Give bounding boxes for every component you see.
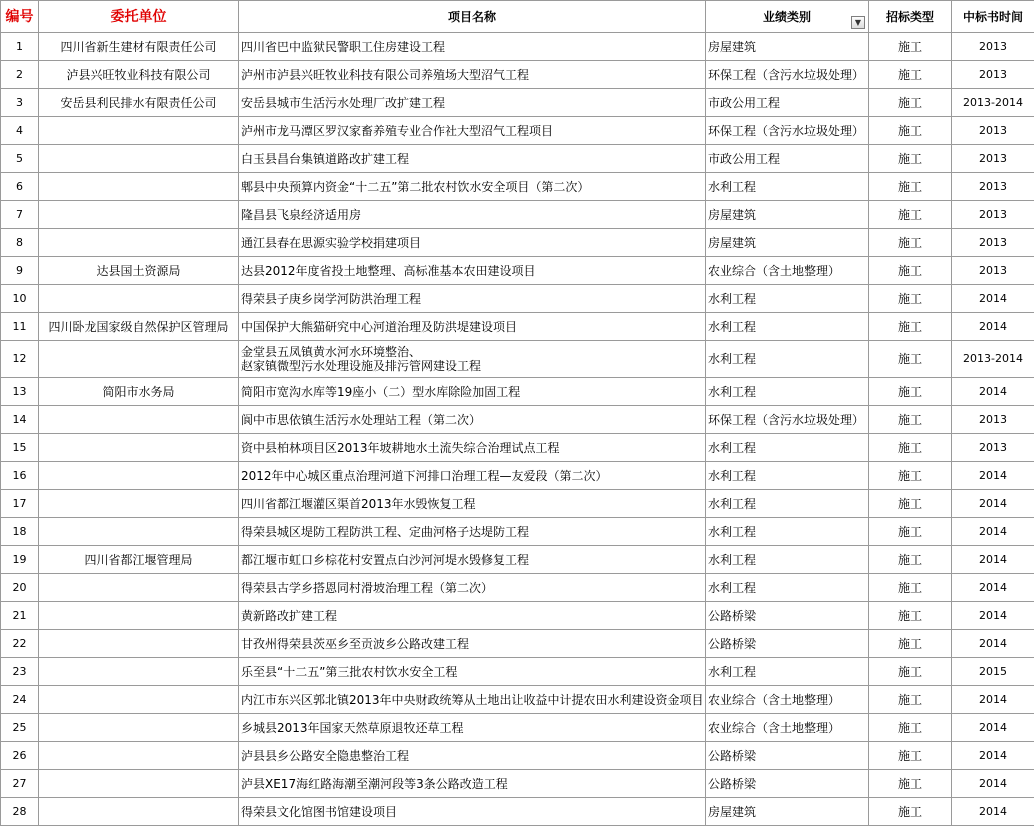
cell-no[interactable]: 15 — [1, 434, 39, 462]
cell-category[interactable]: 农业综合（含土地整理） — [706, 257, 869, 285]
cell-bid-type[interactable]: 施工 — [869, 434, 952, 462]
cell-project[interactable] — [239, 341, 706, 378]
cell-project[interactable]: 四川省都江堰灌区渠首2013年水毁恢复工程 — [239, 490, 706, 518]
cell-bid-type[interactable]: 施工 — [869, 658, 952, 686]
cell-no[interactable]: 10 — [1, 285, 39, 313]
cell-category[interactable]: 水利工程 — [706, 313, 869, 341]
cell-no[interactable]: 14 — [1, 406, 39, 434]
cell-no[interactable]: 9 — [1, 257, 39, 285]
cell-award-year[interactable]: 2014 — [952, 378, 1034, 406]
cell-no[interactable]: 21 — [1, 602, 39, 630]
cell-client[interactable] — [39, 630, 239, 658]
cell-project[interactable]: 泸州市龙马潭区罗汉家畜养殖专业合作社大型沼气工程项目 — [239, 117, 706, 145]
header-client[interactable]: 委托单位 — [39, 1, 239, 33]
cell-bid-type[interactable]: 施工 — [869, 630, 952, 658]
cell-award-year[interactable]: 2013 — [952, 229, 1034, 257]
table-row — [1, 518, 1034, 546]
header-category[interactable] — [706, 1, 869, 33]
cell-no[interactable]: 12 — [1, 341, 39, 378]
cell-category[interactable]: 水利工程 — [706, 285, 869, 313]
cell-client[interactable]: 简阳市水务局 — [39, 378, 239, 406]
cell-project[interactable]: 安岳县城市生活污水处理厂改扩建工程 — [239, 89, 706, 117]
cell-project[interactable]: 都江堰市虹口乡棕花村安置点白沙河河堤水毁修复工程 — [239, 546, 706, 574]
table-row — [1, 33, 1034, 61]
cell-project[interactable]: 黄新路改扩建工程 — [239, 602, 706, 630]
cell-bid-type[interactable]: 施工 — [869, 145, 952, 173]
cell-project[interactable]: 2012年中心城区重点治理河道下河排口治理工程—友爱段（第二次） — [239, 462, 706, 490]
cell-no[interactable]: 22 — [1, 630, 39, 658]
cell-client[interactable] — [39, 462, 239, 490]
cell-project[interactable]: 郫县中央预算内资金“十二五”第二批农村饮水安全项目（第二次） — [239, 173, 706, 201]
cell-client[interactable] — [39, 602, 239, 630]
cell-no[interactable]: 26 — [1, 742, 39, 770]
cell-category[interactable]: 水利工程 — [706, 378, 869, 406]
cell-category[interactable]: 水利工程 — [706, 462, 869, 490]
table-row — [1, 145, 1034, 173]
table-row — [1, 574, 1034, 602]
cell-client[interactable] — [39, 341, 239, 378]
header-category-label: 业绩类别 — [762, 9, 811, 24]
table-row — [1, 89, 1034, 117]
header-no[interactable]: 编号 — [1, 1, 39, 33]
cell-category[interactable]: 房屋建筑 — [706, 201, 869, 229]
cell-category[interactable]: 水利工程 — [706, 341, 869, 378]
cell-client[interactable] — [39, 490, 239, 518]
cell-client[interactable] — [39, 229, 239, 257]
cell-client[interactable] — [39, 574, 239, 602]
cell-award-year[interactable]: 2014 — [952, 798, 1034, 826]
cell-bid-type[interactable]: 施工 — [869, 285, 952, 313]
header-project[interactable]: 项目名称 — [239, 1, 706, 33]
cell-no[interactable]: 5 — [1, 145, 39, 173]
cell-category[interactable]: 环保工程（含污水垃圾处理） — [706, 406, 869, 434]
cell-award-year[interactable]: 2013-2014 — [952, 89, 1034, 117]
cell-bid-type[interactable]: 施工 — [869, 742, 952, 770]
cell-bid-type[interactable]: 施工 — [869, 574, 952, 602]
cell-award-year[interactable]: 2014 — [952, 490, 1034, 518]
table-row — [1, 742, 1034, 770]
cell-no[interactable]: 2 — [1, 61, 39, 89]
cell-bid-type[interactable]: 施工 — [869, 546, 952, 574]
cell-bid-type[interactable]: 施工 — [869, 173, 952, 201]
cell-category[interactable]: 水利工程 — [706, 490, 869, 518]
cell-category[interactable]: 公路桥梁 — [706, 602, 869, 630]
cell-project[interactable]: 内江市东兴区郭北镇2013年中央财政统筹从土地出让收益中计提农田水利建设资金项目 — [239, 686, 706, 714]
cell-client[interactable] — [39, 686, 239, 714]
cell-client[interactable] — [39, 117, 239, 145]
cell-no[interactable]: 6 — [1, 173, 39, 201]
cell-project[interactable]: 乐至县“十二五”第三批农村饮水安全工程 — [239, 658, 706, 686]
table-row — [1, 434, 1034, 462]
table-row — [1, 285, 1034, 313]
cell-project[interactable]: 乡城县2013年国家天然草原退牧还草工程 — [239, 714, 706, 742]
cell-bid-type[interactable]: 施工 — [869, 89, 952, 117]
cell-project[interactable]: 白玉县昌台集镇道路改扩建工程 — [239, 145, 706, 173]
cell-project-line: 赵家镇微型污水处理设施及排污管网建设工程 — [241, 359, 482, 373]
cell-award-year[interactable]: 2013 — [952, 201, 1034, 229]
cell-category[interactable]: 农业综合（含土地整理） — [706, 714, 869, 742]
cell-bid-type[interactable]: 施工 — [869, 117, 952, 145]
cell-award-year[interactable]: 2014 — [952, 574, 1034, 602]
cell-award-year[interactable]: 2013 — [952, 434, 1034, 462]
cell-bid-type[interactable]: 施工 — [869, 61, 952, 89]
cell-category[interactable]: 水利工程 — [706, 574, 869, 602]
cell-no[interactable]: 19 — [1, 546, 39, 574]
cell-bid-type[interactable]: 施工 — [869, 490, 952, 518]
cell-bid-type[interactable]: 施工 — [869, 686, 952, 714]
cell-category[interactable]: 公路桥梁 — [706, 630, 869, 658]
cell-project[interactable]: 中国保护大熊猫研究中心河道治理及防洪堤建设项目 — [239, 313, 706, 341]
cell-bid-type[interactable]: 施工 — [869, 462, 952, 490]
cell-category[interactable]: 公路桥梁 — [706, 770, 869, 798]
cell-bid-type[interactable]: 施工 — [869, 201, 952, 229]
cell-bid-type[interactable]: 施工 — [869, 341, 952, 378]
cell-category[interactable]: 环保工程（含污水垃圾处理） — [706, 117, 869, 145]
cell-no[interactable]: 3 — [1, 89, 39, 117]
cell-project[interactable]: 四川省巴中监狱民警职工住房建设工程 — [239, 33, 706, 61]
header-bid-type[interactable]: 招标类型 — [869, 1, 952, 33]
table-row — [1, 117, 1034, 145]
cell-bid-type[interactable]: 施工 — [869, 714, 952, 742]
cell-client[interactable] — [39, 518, 239, 546]
header-row — [1, 1, 1034, 33]
cell-no[interactable]: 8 — [1, 229, 39, 257]
cell-client[interactable] — [39, 770, 239, 798]
table-row — [1, 602, 1034, 630]
cell-project[interactable]: 甘孜州得荣县茨巫乡至贡波乡公路改建工程 — [239, 630, 706, 658]
table-row — [1, 378, 1034, 406]
cell-client[interactable]: 泸县兴旺牧业科技有限公司 — [39, 61, 239, 89]
cell-bid-type[interactable]: 施工 — [869, 33, 952, 61]
cell-project-line: 金堂县五凤镇黄水河水环境整治、 — [241, 345, 422, 359]
cell-client[interactable] — [39, 173, 239, 201]
cell-award-year[interactable]: 2014 — [952, 546, 1034, 574]
table-row — [1, 686, 1034, 714]
table-row — [1, 798, 1034, 826]
cell-award-year[interactable]: 2014 — [952, 285, 1034, 313]
cell-bid-type[interactable]: 施工 — [869, 770, 952, 798]
cell-client[interactable] — [39, 145, 239, 173]
cell-no[interactable]: 4 — [1, 117, 39, 145]
cell-no[interactable]: 11 — [1, 313, 39, 341]
cell-award-year[interactable]: 2014 — [952, 770, 1034, 798]
cell-no[interactable]: 13 — [1, 378, 39, 406]
cell-award-year[interactable]: 2014 — [952, 714, 1034, 742]
cell-award-year[interactable]: 2015 — [952, 658, 1034, 686]
cell-project[interactable]: 隆昌县飞泉经济适用房 — [239, 201, 706, 229]
cell-no[interactable]: 27 — [1, 770, 39, 798]
cell-no[interactable]: 24 — [1, 686, 39, 714]
cell-client[interactable] — [39, 714, 239, 742]
cell-award-year[interactable]: 2013-2014 — [952, 341, 1034, 378]
table-row — [1, 61, 1034, 89]
cell-project[interactable]: 泸县县乡公路安全隐患整治工程 — [239, 742, 706, 770]
cell-client[interactable] — [39, 434, 239, 462]
cell-project[interactable]: 阆中市思依镇生活污水处理站工程（第二次） — [239, 406, 706, 434]
cell-bid-type[interactable]: 施工 — [869, 602, 952, 630]
cell-bid-type[interactable]: 施工 — [869, 798, 952, 826]
cell-no[interactable]: 25 — [1, 714, 39, 742]
cell-client[interactable] — [39, 658, 239, 686]
cell-category[interactable]: 环保工程（含污水垃圾处理） — [706, 61, 869, 89]
table-row — [1, 462, 1034, 490]
cell-client[interactable] — [39, 798, 239, 826]
cell-client[interactable]: 四川卧龙国家级自然保护区管理局 — [39, 313, 239, 341]
cell-award-year[interactable]: 2013 — [952, 257, 1034, 285]
cell-no[interactable]: 7 — [1, 201, 39, 229]
cell-client[interactable] — [39, 201, 239, 229]
cell-category[interactable]: 市政公用工程 — [706, 145, 869, 173]
cell-project[interactable]: 泸州市泸县兴旺牧业科技有限公司养殖场大型沼气工程 — [239, 61, 706, 89]
cell-category[interactable]: 公路桥梁 — [706, 742, 869, 770]
cell-no[interactable]: 16 — [1, 462, 39, 490]
cell-award-year[interactable]: 2014 — [952, 602, 1034, 630]
header-award-year[interactable]: 中标书时间 — [952, 1, 1034, 33]
cell-no[interactable]: 1 — [1, 33, 39, 61]
cell-category[interactable]: 水利工程 — [706, 518, 869, 546]
cell-bid-type[interactable]: 施工 — [869, 313, 952, 341]
table-row — [1, 313, 1034, 341]
cell-no[interactable]: 28 — [1, 798, 39, 826]
cell-bid-type[interactable]: 施工 — [869, 518, 952, 546]
cell-no[interactable]: 17 — [1, 490, 39, 518]
table-row — [1, 658, 1034, 686]
cell-project[interactable]: 泸县XE17海红路海潮至潮河段等3条公路改造工程 — [239, 770, 706, 798]
cell-category[interactable]: 房屋建筑 — [706, 798, 869, 826]
cell-client[interactable] — [39, 742, 239, 770]
table-row — [1, 630, 1034, 658]
cell-client[interactable]: 达县国土资源局 — [39, 257, 239, 285]
cell-category[interactable]: 水利工程 — [706, 658, 869, 686]
cell-bid-type[interactable]: 施工 — [869, 229, 952, 257]
cell-category[interactable]: 农业综合（含土地整理） — [706, 686, 869, 714]
cell-client[interactable]: 四川省新生建材有限责任公司 — [39, 33, 239, 61]
cell-award-year[interactable]: 2014 — [952, 686, 1034, 714]
cell-award-year[interactable]: 2013 — [952, 117, 1034, 145]
cell-award-year[interactable]: 2014 — [952, 630, 1034, 658]
cell-project[interactable]: 简阳市宽沟水库等19座小（二）型水库除险加固工程 — [239, 378, 706, 406]
table-row — [1, 201, 1034, 229]
cell-project[interactable]: 达县2012年度省投土地整理、高标准基本农田建设项目 — [239, 257, 706, 285]
table-row — [1, 257, 1034, 285]
cell-client[interactable] — [39, 285, 239, 313]
cell-award-year[interactable]: 2014 — [952, 518, 1034, 546]
cell-category[interactable]: 水利工程 — [706, 173, 869, 201]
cell-client[interactable]: 四川省都江堰管理局 — [39, 546, 239, 574]
cell-category[interactable]: 房屋建筑 — [706, 33, 869, 61]
cell-project[interactable]: 得荣县文化馆图书馆建设项目 — [239, 798, 706, 826]
cell-bid-type[interactable]: 施工 — [869, 257, 952, 285]
cell-award-year[interactable]: 2014 — [952, 313, 1034, 341]
table-row — [1, 546, 1034, 574]
cell-award-year[interactable]: 2013 — [952, 145, 1034, 173]
cell-category[interactable]: 市政公用工程 — [706, 89, 869, 117]
cell-award-year[interactable]: 2013 — [952, 61, 1034, 89]
table-row — [1, 770, 1034, 798]
cell-award-year[interactable]: 2013 — [952, 406, 1034, 434]
cell-no[interactable]: 23 — [1, 658, 39, 686]
table-row — [1, 714, 1034, 742]
cell-category[interactable]: 水利工程 — [706, 546, 869, 574]
cell-project[interactable]: 得荣县城区堤防工程防洪工程、定曲河格子达堤防工程 — [239, 518, 706, 546]
table-row — [1, 229, 1034, 257]
filter-dropdown-icon[interactable]: ▼ — [851, 16, 865, 29]
cell-project[interactable]: 得荣县古学乡搭恩同村滑坡治理工程（第二次） — [239, 574, 706, 602]
cell-category[interactable]: 房屋建筑 — [706, 229, 869, 257]
cell-award-year[interactable]: 2014 — [952, 742, 1034, 770]
cell-project[interactable]: 通江县春在思源实验学校捐建项目 — [239, 229, 706, 257]
table-row — [1, 406, 1034, 434]
table-row — [1, 341, 1034, 378]
cell-category[interactable]: 水利工程 — [706, 434, 869, 462]
cell-no[interactable]: 18 — [1, 518, 39, 546]
cell-client[interactable] — [39, 406, 239, 434]
table-row — [1, 173, 1034, 201]
cell-award-year[interactable]: 2013 — [952, 33, 1034, 61]
cell-project[interactable]: 得荣县子庚乡岗学河防洪治理工程 — [239, 285, 706, 313]
cell-bid-type[interactable]: 施工 — [869, 406, 952, 434]
cell-bid-type[interactable]: 施工 — [869, 378, 952, 406]
table-row — [1, 490, 1034, 518]
cell-no[interactable]: 20 — [1, 574, 39, 602]
cell-client[interactable]: 安岳县利民排水有限责任公司 — [39, 89, 239, 117]
cell-project[interactable]: 资中县柏林项目区2013年坡耕地水土流失综合治理试点工程 — [239, 434, 706, 462]
cell-award-year[interactable]: 2013 — [952, 173, 1034, 201]
cell-award-year[interactable]: 2014 — [952, 462, 1034, 490]
